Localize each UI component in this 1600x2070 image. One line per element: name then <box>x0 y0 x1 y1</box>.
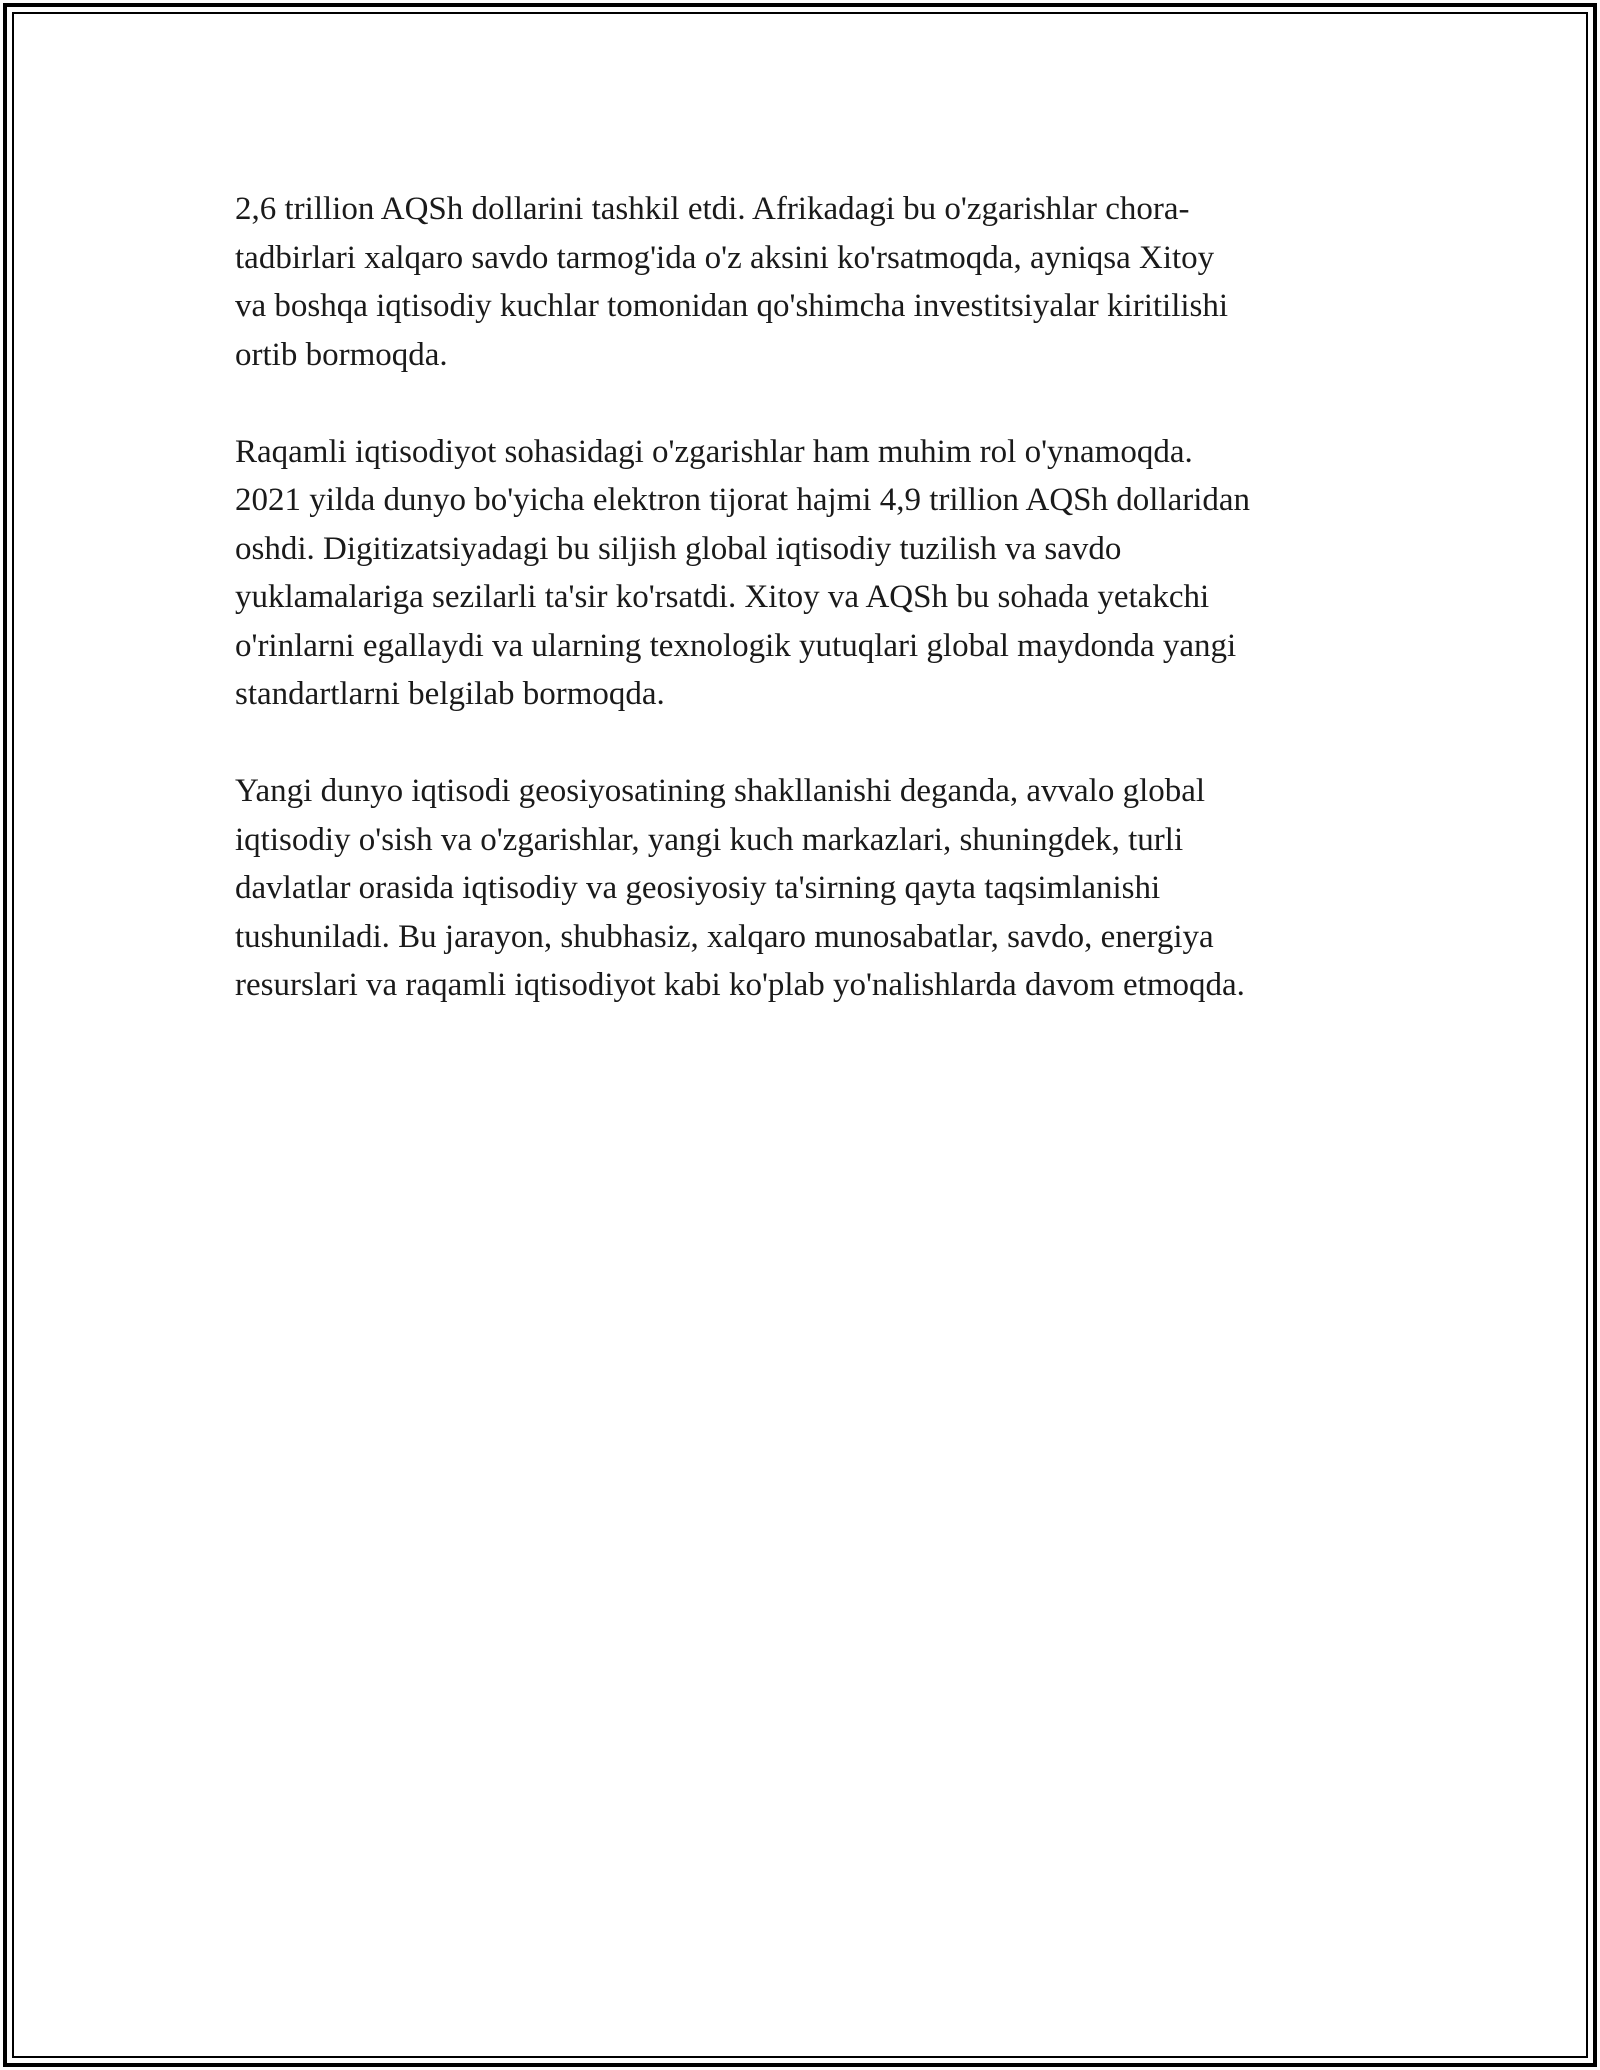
text-line: tushuniladi. Bu jarayon, shubhasiz, xalqaro munosabatlar, savdo, energiya <box>235 918 1214 955</box>
text-line: davlatlar orasida iqtisodiy va geosiyosiy ta'sirning qayta taqsimlanishi <box>235 870 1161 906</box>
paragraph-2 <box>235 428 1395 719</box>
paragraph-1 <box>235 185 1395 379</box>
text-line: va boshqa iqtisodiy kuchlar tomonidan qo'shimcha investitsiyalar kiritilishi <box>235 288 1229 324</box>
text-line: 2,6 trillion AQSh dollarini tashkil etdi. Afrikadagi bu o'zgarishlar chora- <box>235 191 1190 227</box>
text-line: tadbirlari xalqaro savdo tarmog'ida o'z aksini ko'rsatmoqda, ayniqsa Xitoy <box>235 239 1215 276</box>
text-line: oshdi. Digitizatsiyadagi bu siljish global iqtisodiy tuzilish va savdo <box>235 530 1122 567</box>
document-body <box>235 185 1395 1058</box>
text-line: Raqamli iqtisodiyot sohasidagi o'zgarishlar ham muhim rol o'ynamoqda. <box>235 433 1193 470</box>
text-line: Yangi dunyo iqtisodi geosiyosatining shakllanishi deganda, avvalo global <box>235 773 1206 809</box>
text-line: resurslari va raqamli iqtisodiyot kabi ko'plab yo'nalishlarda davom etmoqda. <box>235 967 1245 1003</box>
text-line: ortib bormoqda. <box>235 336 448 373</box>
text-line: yuklamalariga sezilarli ta'sir ko'rsatdi. Xitoy va AQSh bu sohada yetakchi <box>235 579 1210 615</box>
text-line: iqtisodiy o'sish va o'zgarishlar, yangi kuch markazlari, shuningdek, turli <box>235 821 1184 858</box>
paragraph-3 <box>235 767 1395 1010</box>
text-line: standartlarni belgilab bormoqda. <box>235 676 665 712</box>
text-line: 2021 yilda dunyo bo'yicha elektron tijorat hajmi 4,9 trillion AQSh dollaridan <box>235 482 1251 518</box>
text-line: o'rinlarni egallaydi va ularning texnologik yutuqlari global maydonda yangi <box>235 627 1237 664</box>
